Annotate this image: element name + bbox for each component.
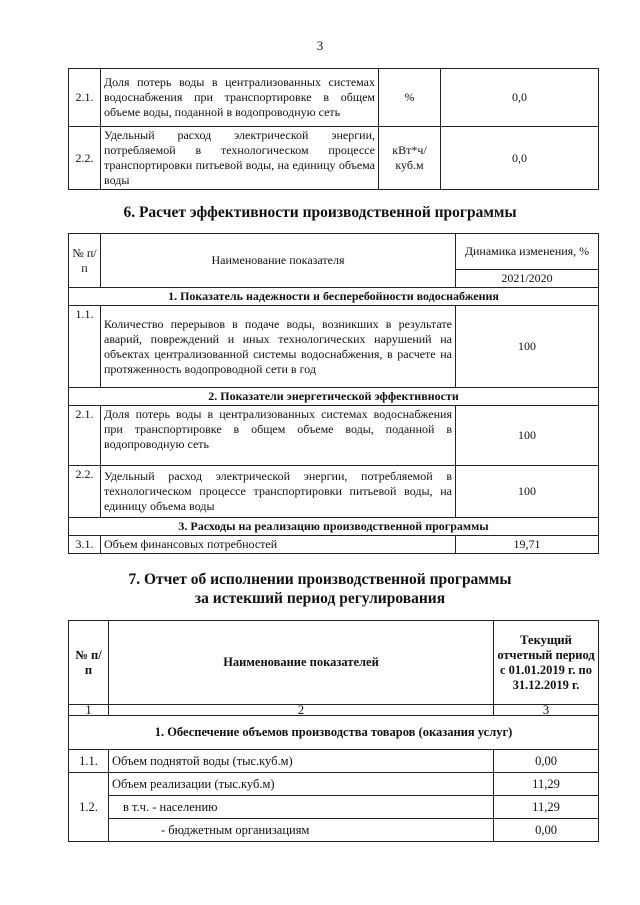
indicator-name: Удельный расход электрической энергии, потребляемой в технологическом процессе транспортировки питьевой воды, на единицу объема воды: [101, 127, 379, 190]
table-row: [69, 127, 599, 190]
header-row: [69, 234, 599, 270]
indicator-name: Объем финансовых потребностей: [101, 536, 456, 554]
table-row: [69, 306, 599, 388]
row-number: 3.1.: [69, 536, 101, 554]
group-row: [69, 288, 599, 306]
indicator-name: Количество перерывов в подаче воды, возникших в результате аварий, повреждений и иных технологических нарушений на объектах централизованной системы водоснабжения, в расчете на протяженность водопроводной сети в год: [101, 306, 456, 388]
table-row: [69, 466, 599, 518]
row-number: 2.1.: [69, 406, 101, 466]
col-number: 2: [109, 705, 494, 716]
group-row: [69, 388, 599, 406]
value: 11,29: [494, 773, 599, 796]
header-name: Наименование показателя: [101, 234, 456, 288]
row-number: 2.2.: [69, 127, 101, 190]
value: 100: [456, 466, 599, 518]
col-number: 3: [494, 705, 599, 716]
value: 19,71: [456, 536, 599, 554]
row-number: 1.2.: [69, 773, 109, 842]
row-number: 2.1.: [69, 69, 101, 127]
value: 0,0: [441, 69, 599, 127]
table-row: [69, 773, 599, 796]
table-row: [69, 819, 599, 842]
header-period: 2021/2020: [456, 270, 599, 288]
group-title: 3. Расходы на реализацию производственной программы: [69, 518, 599, 536]
header-num: № п/п: [69, 234, 101, 288]
row-number: 2.2.: [69, 466, 101, 518]
col-number: 1: [69, 705, 109, 716]
header-row: [69, 621, 599, 705]
header-period: Текущий отчетный период с 01.01.2019 г. по 31.12.2019 г.: [494, 621, 599, 705]
indicator-name: Объем поднятой воды (тыс.куб.м): [109, 750, 494, 773]
group-title: 1. Показатель надежности и бесперебойности водоснабжения: [69, 288, 599, 306]
value: 0,0: [441, 127, 599, 190]
table-row: [69, 796, 599, 819]
group-row: [69, 518, 599, 536]
value: 100: [456, 306, 599, 388]
section-6-title: 6. Расчет эффективности производственной программы: [123, 204, 517, 221]
indicator-name: в т.ч. - населению: [109, 796, 494, 819]
row-number: 1.1.: [69, 750, 109, 773]
indicator-name: - бюджетным организациям: [109, 819, 494, 842]
value: 0,00: [494, 819, 599, 842]
column-numbers-row: [69, 705, 599, 716]
table-row: [69, 536, 599, 554]
report-table: [68, 620, 599, 842]
value: 0,00: [494, 750, 599, 773]
table-row: [69, 406, 599, 466]
unit: кВт*ч/ куб.м: [379, 127, 441, 190]
header-dynamics: Динамика изменения, %: [456, 234, 599, 270]
value: 100: [456, 406, 599, 466]
header-num: № п/п: [69, 621, 109, 705]
table-row: [69, 69, 599, 127]
group-title: 1. Обеспечение объемов производства товаров (оказания услуг): [69, 716, 599, 750]
section-7-title-line2: за истекший период регулирования: [194, 590, 446, 607]
value: 11,29: [494, 796, 599, 819]
unit: %: [379, 69, 441, 127]
indicator-name: Доля потерь воды в централизованных системах водоснабжения при транспортировке в общем объеме воды, поданной в водопроводную сеть: [101, 406, 456, 466]
section-7-title-line1: 7. Отчет об исполнении производственной программы: [128, 571, 512, 588]
header-name: Наименование показателей: [109, 621, 494, 705]
group-row: [69, 716, 599, 750]
table-row: [69, 750, 599, 773]
indicator-name: Объем реализации (тыс.куб.м): [109, 773, 494, 796]
indicator-name: Доля потерь воды в централизованных системах водоснабжения при транспортировке в общем объеме воды, поданной в водопроводную сеть: [101, 69, 379, 127]
indicator-name: Удельный расход электрической энергии, потребляемой в технологическом процессе транспортировки питьевой воды, на единицу объема воды: [101, 466, 456, 518]
indicators-table-continued: [68, 68, 599, 190]
page-number: 3: [316, 38, 324, 53]
row-number: 1.1.: [69, 306, 101, 388]
group-title: 2. Показатели энергетической эффективности: [69, 388, 599, 406]
efficiency-table: [68, 233, 599, 554]
